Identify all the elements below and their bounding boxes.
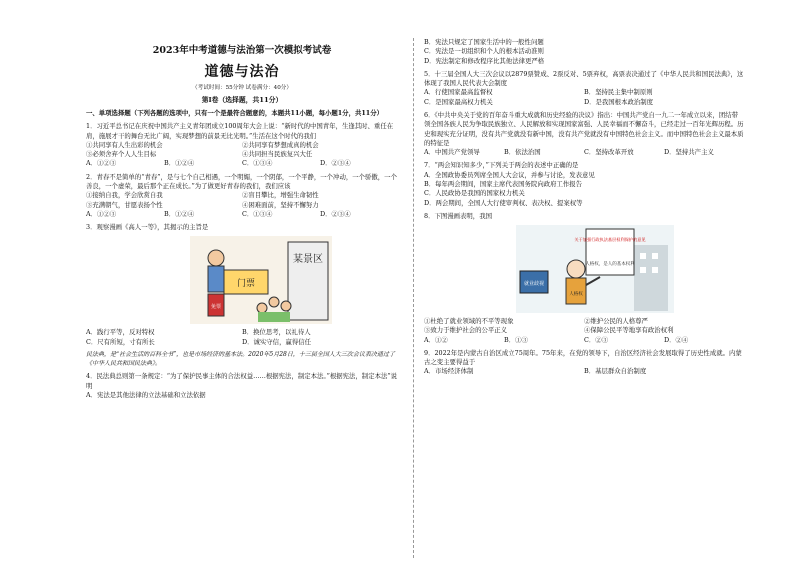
- image-label: 人格权: [569, 292, 583, 298]
- answer-choice: B．①②④: [164, 209, 195, 218]
- question-stem: 3．观察漫画《高人一等》，其揭示的主旨是: [86, 223, 209, 232]
- option: C．是国家最高权力机关: [424, 97, 493, 106]
- option: ②共同享有梦想成真的机会: [242, 140, 319, 149]
- answer-choice: D．②③④: [320, 159, 351, 168]
- option: ③充满朝气，甘愿表扬个性: [86, 200, 163, 209]
- question-5: [424, 70, 744, 107]
- question-8: [424, 212, 744, 345]
- question-stem: 1．习近平总书记在庆祝中国共产主义青年团成立100周年大会上说：“新时代的中国青年，生逢其时、重任在肩，施展才干的舞台无比广阔，实现梦想的前景无比光明。”生活在这个时代的我们: [86, 122, 394, 140]
- option: D．宪法制定和修改程序比其他法律更严格: [424, 56, 545, 65]
- question-4-continued: [424, 38, 744, 66]
- option: ④共同担当民族复兴大任: [242, 150, 313, 159]
- answer-choice: D．②④: [664, 335, 689, 344]
- answer-choice: A．①②③: [86, 159, 117, 168]
- question-7: [424, 161, 744, 207]
- answer-choice: C．①③④: [242, 209, 273, 218]
- question-stem: 8．下图漫画表明，我国: [424, 211, 492, 220]
- answer-choice: A．①②③: [86, 209, 117, 218]
- image-label: 人格权，是人的基本权利: [585, 262, 635, 268]
- option: A．宪法是其他法律的立法基础和立法依据: [86, 390, 206, 399]
- option: C．尺有所短，寸有所长: [86, 337, 155, 346]
- question-9: [424, 349, 744, 377]
- question-4: [86, 372, 398, 400]
- option: A．市场经济体制: [424, 367, 474, 376]
- answer-choice: A．①②: [424, 335, 448, 344]
- left-column: [86, 0, 398, 562]
- option: A．行使国家最高监督权: [424, 88, 493, 97]
- option: ①接纳自我，学会欣赏自我: [86, 191, 163, 200]
- option: ①杜绝了就业领域的不平等现象: [424, 317, 514, 326]
- passage-note: 民法典，是“社会生活的百科全书”，也是市场经济的基本法。2020年5月28日，十三届全国人大三次会议表决通过了《中华人民共和国民法典》。: [86, 350, 395, 367]
- question-stem: 2．青春不是简单的“青春”，是与七个自己相遇，一个明媚，一个阴郁，一个平静，一个冲动，一个骄傲，一个善良，一个虚荣，最后那个正在成长。”为了做更好青春的我们，我们应该: [86, 172, 397, 190]
- question-6: [424, 111, 744, 157]
- answer-choice: D．②③④: [320, 209, 351, 218]
- question-stem: 5．十三届全国人大三次会议以2879票赞成、2票反对、5票弃权，高票表决通过了《中华人民共和国民法典》，这体现了我国人民代表大会制度: [424, 69, 744, 88]
- answer-choice: B．①②④: [164, 159, 195, 168]
- subject-title: 道德与法治: [204, 63, 280, 80]
- option: C．宪法是一切组织和个人的根本活动准则: [424, 47, 544, 56]
- answer-choice: B．①③: [504, 335, 528, 344]
- option: ②盲目攀比，增强生命韧性: [242, 191, 319, 200]
- answer-choice: C．②③: [584, 335, 609, 344]
- question-stem: 4．民法典总则第一条规定：“为了保护民事主体的合法权益……根据宪法，制定本法。”根据宪法，制定本法”说明: [86, 372, 398, 390]
- option: ②维护公民的人格尊严: [584, 317, 648, 326]
- option: ①共同享有人生出彩的机会: [86, 140, 163, 149]
- part-title: 第Ⅰ卷（选择题，共11分）: [201, 96, 283, 105]
- option: B．宪法只规定了国家生活中的一般性问题: [424, 38, 544, 46]
- exam-title: 2023年中考道德与法治第一次模拟考试卷: [152, 45, 332, 56]
- option: B．坚持民主集中制原则: [584, 88, 653, 97]
- option: D．坚持共产主义: [664, 148, 714, 157]
- question-stem: 6．《中共中央关于党的百年奋斗重大成就和历史经验的决议》指出：中国共产党自一九二一年成立以来，团结带领全国各族人民为争取民族独立、人民解放和实现国家富强、人民幸福而不懈奋斗，已经走过一百年光辉历程。历史和现实充分证明，没有共产党就没有新中国，没有共产党就没有中国特色社会主义。而中国特色社会主义最本质的特征是: [424, 110, 744, 147]
- cartoon-image: [516, 225, 674, 313]
- option: C．人民政协是我国的国家权力机关: [424, 189, 525, 198]
- answer-choice: C．①③④: [242, 159, 273, 168]
- question-2: [86, 173, 398, 219]
- image-label: 门票: [236, 279, 256, 290]
- option: ④保障公民平等地享有政治权利: [584, 326, 674, 335]
- option: D．诚实守信，赢得信任: [242, 337, 312, 346]
- option: A．践行平等，反对特权: [86, 328, 155, 337]
- option: ③必须舍弃个人人生目标: [86, 150, 157, 159]
- question-stem: 7．“两会知识知多少，”下列关于两会的表述中正确的是: [424, 161, 579, 170]
- section-title: 一、单项选择题（下列各题的选项中，只有一个是最符合题意的，本题共11小题，每小题1分，共11分）: [86, 109, 384, 118]
- question-1: [86, 122, 398, 168]
- option: B．每年两会期间，国家主席代表国务院向政府工作报告: [424, 179, 583, 188]
- option: B．换位思考，以礼待人: [242, 328, 311, 337]
- image-label: 某景区: [293, 254, 323, 266]
- image-label: 就业歧视: [523, 281, 545, 288]
- option: A．中国共产党领导: [424, 148, 480, 157]
- question-3: [86, 223, 398, 347]
- right-column: [424, 0, 744, 562]
- option: A．全国政协委员列席全国人大会议，并参与讨论，发表意见: [424, 170, 595, 179]
- option: ④困难面前，坚持不懈努力: [242, 200, 319, 209]
- option: D．两会期间，全国人大行使审判权、表决权、提案权等: [424, 198, 583, 207]
- image-label: 免票: [210, 304, 222, 311]
- option: D．是我国根本政治制度: [584, 97, 654, 106]
- option: B．基层群众自治制度: [584, 367, 647, 376]
- option: ③致力于维护社会的公平正义: [424, 326, 508, 335]
- option: B．依法治国: [504, 148, 541, 157]
- column-divider: [413, 38, 414, 558]
- exam-meta: （考试时间：55分钟 试卷满分：40分）: [192, 85, 292, 92]
- question-stem: 9．2022年是内蒙古自治区成立75周年。75年来，在党的领导下，自治区经济社会发展取得了历史性成就。内蒙古之变主要得益于: [424, 348, 742, 367]
- image-label: 关于加强行政执法基层权利保护的意见: [574, 237, 646, 243]
- option: C．坚持改革开放: [584, 148, 634, 157]
- cartoon-image: [190, 236, 332, 324]
